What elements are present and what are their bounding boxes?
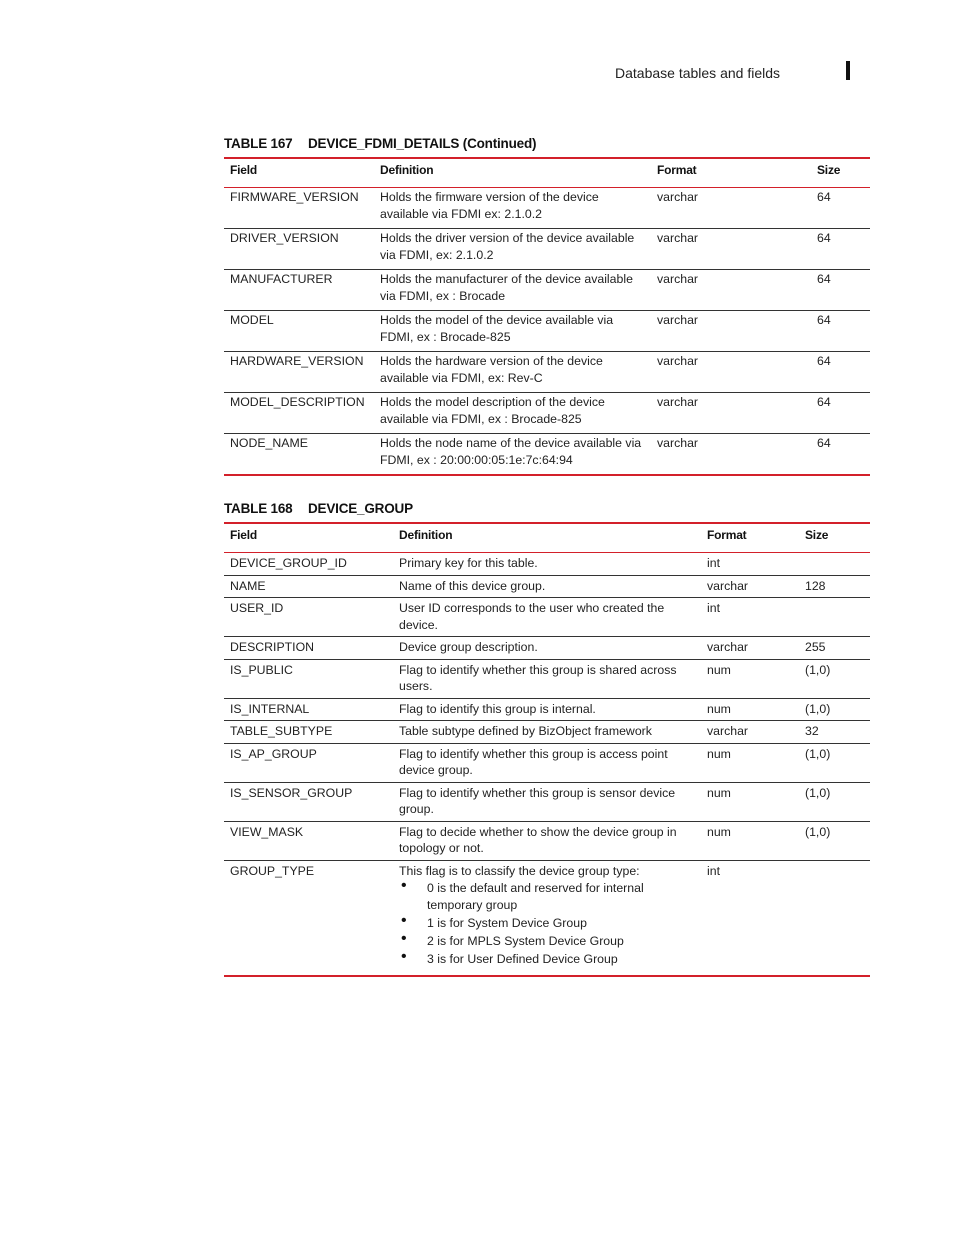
column-header-field: Field — [230, 528, 258, 542]
cell-field: IS_AP_GROUP — [230, 746, 317, 761]
cell-format: varchar — [707, 724, 749, 738]
cell-definition: Table subtype defined by BizObject framework — [399, 724, 652, 738]
table-row — [224, 352, 870, 393]
cell-definition: Device group description. — [399, 640, 538, 654]
cell-format: num — [707, 785, 731, 800]
cell-format: num — [707, 746, 731, 761]
cell-field: GROUP_TYPE — [230, 863, 315, 878]
cell-format: int — [707, 601, 720, 615]
cell-format: int — [707, 556, 720, 570]
table-row — [224, 575, 870, 598]
cell-size: 64 — [817, 313, 831, 327]
table-row — [224, 270, 870, 311]
cell-definition: Flag to identify whether this group is access point device group. — [399, 746, 668, 777]
cell-format: varchar — [657, 395, 699, 409]
table-row — [224, 393, 870, 434]
group-type-list — [399, 880, 695, 967]
cell-definition: Holds the model of the device available via FDMI, ex : Brocade-825 — [380, 313, 614, 344]
table-row — [224, 553, 870, 576]
table-167-caption — [224, 136, 536, 151]
cell-size: 32 — [805, 724, 819, 738]
cell-field: VIEW_MASK — [230, 824, 304, 839]
cell-format: varchar — [657, 354, 699, 368]
table-167-number: TABLE 167 — [224, 136, 293, 151]
cell-definition: User ID corresponds to the user who created the device. — [399, 601, 665, 632]
bullet-item: • 3 is for User Defined Device Group — [399, 951, 695, 968]
cell-size: 64 — [817, 395, 831, 409]
cell-definition — [393, 860, 701, 976]
cell-size: (1,0) — [805, 746, 831, 761]
cell-field: DESCRIPTION — [230, 640, 315, 654]
cell-definition: Holds the driver version of the device available via FDMI, ex: 2.1.0.2 — [380, 231, 635, 262]
table-row — [224, 311, 870, 352]
bullet-item: • 2 is for MPLS System Device Group — [399, 933, 695, 950]
cell-field: DEVICE_GROUP_ID — [230, 556, 347, 570]
table-168-caption — [224, 501, 413, 516]
cell-size — [799, 553, 870, 576]
cell-definition: Holds the hardware version of the device available via FDMI, ex: Rev-C — [380, 354, 603, 385]
table-row — [224, 821, 870, 860]
cell-definition: Holds the model description of the device available via FDMI, ex : Brocade-825 — [380, 395, 605, 426]
bullet-item: • 0 is the default and reserved for internal temporary group — [399, 880, 695, 913]
cell-size: 64 — [817, 190, 831, 204]
cell-format: varchar — [707, 578, 749, 593]
table-row — [224, 743, 870, 782]
header-marker-bar — [846, 61, 850, 80]
cell-size: 255 — [805, 640, 826, 654]
cell-field: NAME — [230, 578, 266, 593]
cell-format: varchar — [657, 436, 699, 450]
cell-format: num — [707, 701, 731, 716]
cell-size: 64 — [817, 272, 831, 286]
column-header-definition: Definition — [399, 528, 453, 542]
cell-definition: Flag to decide whether to show the device group in topology or not. — [399, 824, 677, 855]
cell-definition: Holds the firmware version of the device available via FDMI ex: 2.1.0.2 — [380, 190, 599, 221]
table-row — [224, 188, 870, 229]
table-row — [224, 860, 870, 976]
running-header-title: Database tables and fields — [615, 65, 780, 81]
cell-size: 64 — [817, 231, 831, 245]
cell-size: (1,0) — [805, 662, 831, 677]
cell-size: (1,0) — [805, 701, 831, 716]
table-row — [224, 229, 870, 270]
cell-size: 128 — [805, 578, 826, 593]
cell-definition: Holds the manufacturer of the device available via FDMI, ex : Brocade — [380, 272, 633, 303]
column-header-size: Size — [817, 163, 841, 177]
cell-field: MANUFACTURER — [230, 272, 333, 286]
table-row — [224, 698, 870, 721]
cell-definition: Holds the node name of the device available via FDMI, ex : 20:00:00:05:1e:7c:64:94 — [380, 436, 642, 467]
table-168-title: DEVICE_GROUP — [308, 501, 413, 516]
cell-size: 64 — [817, 354, 831, 368]
table-row — [224, 782, 870, 821]
cell-field: NODE_NAME — [230, 436, 308, 450]
table-header-row — [224, 158, 870, 188]
table-167-title: DEVICE_FDMI_DETAILS (Continued) — [308, 136, 537, 151]
cell-field: IS_SENSOR_GROUP — [230, 785, 353, 800]
cell-format: varchar — [657, 272, 699, 286]
cell-definition: Name of this device group. — [399, 578, 546, 593]
cell-format: varchar — [657, 313, 699, 327]
table-row — [224, 434, 870, 476]
cell-field: MODEL — [230, 313, 274, 327]
table-row — [224, 598, 870, 637]
column-header-definition: Definition — [380, 163, 434, 177]
cell-field: TABLE_SUBTYPE — [230, 724, 333, 738]
cell-format: varchar — [707, 640, 749, 654]
cell-format: int — [707, 863, 720, 878]
cell-format: num — [707, 824, 731, 839]
definition-intro: This flag is to classify the device group type: — [399, 863, 640, 878]
table-row — [224, 637, 870, 660]
table-row — [224, 659, 870, 698]
cell-field: IS_INTERNAL — [230, 701, 310, 716]
cell-format: varchar — [657, 190, 699, 204]
cell-field: HARDWARE_VERSION — [230, 354, 364, 368]
table-device-fdmi-details — [224, 157, 870, 476]
cell-size: 64 — [817, 436, 831, 450]
column-header-format: Format — [657, 163, 697, 177]
cell-size: (1,0) — [805, 785, 831, 800]
cell-definition: Flag to identify whether this group is shared across users. — [399, 662, 677, 693]
cell-field: DRIVER_VERSION — [230, 231, 339, 245]
table-168-number: TABLE 168 — [224, 501, 293, 516]
cell-size: (1,0) — [805, 824, 831, 839]
cell-size — [799, 860, 870, 976]
table-row — [224, 721, 870, 744]
table-device-group — [224, 522, 870, 977]
cell-format: varchar — [657, 231, 699, 245]
cell-format: num — [707, 662, 731, 677]
bullet-item: • 1 is for System Device Group — [399, 915, 695, 932]
cell-field: USER_ID — [230, 601, 284, 615]
column-header-size: Size — [805, 528, 829, 542]
table-header-row — [224, 523, 870, 553]
cell-definition: Flag to identify whether this group is sensor device group. — [399, 785, 676, 816]
column-header-format: Format — [707, 528, 747, 542]
column-header-field: Field — [230, 163, 258, 177]
cell-field: IS_PUBLIC — [230, 662, 293, 677]
cell-definition: Flag to identify this group is internal. — [399, 701, 596, 716]
cell-size — [799, 598, 870, 637]
cell-definition: Primary key for this table. — [399, 556, 538, 570]
cell-field: MODEL_DESCRIPTION — [230, 395, 365, 409]
cell-field: FIRMWARE_VERSION — [230, 190, 359, 204]
